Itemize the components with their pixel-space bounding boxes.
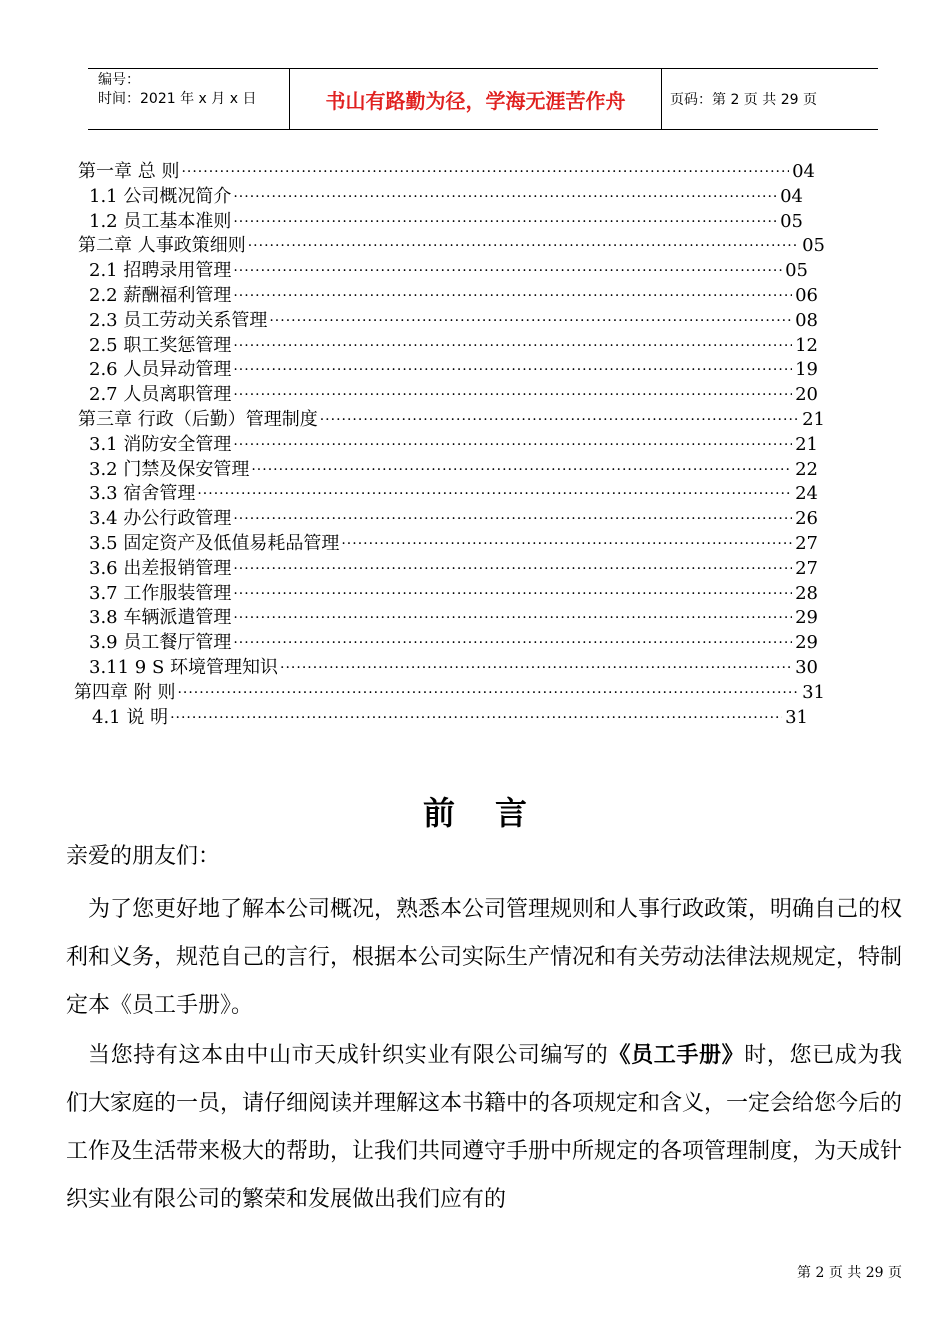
toc-entry [89, 433, 818, 457]
toc-entry-page: 20 [795, 384, 818, 406]
toc-entry [89, 656, 818, 680]
toc-leader-dots [231, 507, 792, 531]
toc-entry [89, 606, 818, 630]
toc-leader-dots [231, 334, 792, 358]
toc-entry-title: 第三章 行政（后勤）管理制度 [78, 409, 318, 430]
toc-entry-title: 第一章 总 则 [78, 161, 180, 182]
toc-leader-dots [179, 160, 789, 184]
toc-entry [89, 631, 818, 655]
toc-entry-page: 05 [780, 210, 803, 232]
toc-leader-dots [231, 185, 777, 209]
toc-leader-dots [231, 606, 792, 630]
toc-entry-title: 3.6 出差报销管理 [89, 557, 232, 579]
toc-leader-dots [231, 631, 792, 655]
toc-entry [89, 507, 818, 531]
toc-entry-title: 2.3 员工劳动关系管理 [89, 309, 268, 331]
toc-entry-page: 29 [795, 607, 818, 629]
toc-entry-title: 2.7 人员离职管理 [89, 384, 232, 406]
toc-leader-dots [231, 582, 792, 606]
preface-paragraph-1: 为了您更好地了解本公司概况，熟悉本公司管理规则和人事行政政策，明确自己的权利和义务，规范自己的言行，根据本公司实际生产情况和有关劳动法律法规规定，特制定本《员工手册》。 [66, 897, 903, 1018]
toc-entry-page: 19 [795, 359, 818, 381]
header-time-label: 时间：2021 年 x 月 x 日 [98, 91, 257, 107]
toc-entry [89, 259, 808, 283]
toc-entry-title: 3.5 固定资产及低值易耗品管理 [89, 533, 340, 554]
toc-entry-title: 第二章 人事政策细则 [78, 235, 246, 257]
toc-leader-dots [231, 210, 777, 234]
toc-leader-dots [231, 557, 792, 581]
toc-entry-page: 26 [795, 508, 818, 530]
toc-entry-page: 30 [795, 657, 818, 678]
toc-entry-page: 29 [795, 632, 818, 654]
toc-entry-page: 27 [795, 557, 818, 579]
toc-entry [78, 408, 825, 432]
toc-leader-dots [231, 284, 792, 308]
para2-handbook-title: 《员工手册》 [608, 1042, 745, 1068]
header-slogan: 书山有路勤为径，学海无涯苦作舟 [290, 69, 662, 129]
toc-entry [89, 458, 818, 482]
toc-entry [89, 358, 818, 382]
toc-entry-title: 2.2 薪酬福利管理 [89, 285, 232, 306]
toc-entry-title: 3.3 宿舍管理 [89, 483, 196, 505]
toc-leader-dots [318, 408, 799, 432]
toc-entry-page: 21 [795, 433, 818, 455]
toc-entry [89, 482, 818, 506]
toc-entry-title: 2.6 人员异动管理 [89, 359, 232, 381]
toc-leader-dots [249, 458, 792, 482]
toc-entry-page: 05 [802, 235, 825, 257]
toc-leader-dots [168, 706, 782, 730]
toc-entry-title: 3.2 门禁及保安管理 [89, 458, 250, 480]
toc-entry-title: 3.8 车辆派遣管理 [89, 607, 232, 629]
toc-entry-title: 3.4 办公行政管理 [89, 508, 232, 530]
toc-entry-title: 2.5 职工奖惩管理 [89, 334, 232, 356]
toc-entry-page: 05 [785, 260, 808, 282]
toc-entry-page: 27 [795, 533, 818, 554]
toc-leader-dots [267, 309, 792, 333]
toc-leader-dots [231, 259, 782, 283]
toc-entry-page: 12 [795, 334, 818, 356]
page-footer: 第 2 页 共 29 页 [797, 1265, 902, 1281]
toc-entry [89, 309, 818, 333]
toc-entry [89, 383, 818, 407]
toc-entry [89, 582, 818, 606]
preface-paragraph-2 [66, 1031, 902, 1224]
toc-entry-page: 04 [792, 161, 815, 182]
toc-entry [89, 284, 818, 308]
toc-leader-dots [231, 433, 792, 457]
toc-entry-title: 2.1 招聘录用管理 [89, 260, 232, 282]
toc-entry [78, 234, 825, 258]
toc-leader-dots [175, 681, 799, 705]
toc-entry-title: 3.11 9 S 环境管理知识 [89, 657, 279, 678]
para2-text-after: 时，您已成为我们大家庭的一员，请仔细阅读并理解这本书籍中的各项规定和含义，一定会给您今后的工作及生活带来极大的帮助，让我们共同遵守手册中所规定的各项管理制度，为天成针织实业有限公司的繁荣和发展做出我们应有的 [66, 1043, 903, 1212]
toc-entry-title: 3.7 工作服装管理 [89, 582, 232, 604]
header-number-label: 编号： [98, 72, 140, 88]
toc-entry-page: 31 [785, 706, 808, 728]
preface-greeting: 亲爱的朋友们： [66, 844, 221, 869]
page-header [88, 68, 878, 130]
toc-entry-page: 06 [795, 285, 818, 306]
toc-entry-title: 1.1 公司概况简介 [89, 185, 232, 207]
toc-entry-page: 08 [795, 309, 818, 331]
toc-entry-title: 3.9 员工餐厅管理 [89, 632, 232, 654]
toc-entry [92, 706, 808, 730]
toc-entry-title: 1.2 员工基本准则 [89, 210, 232, 232]
toc-entry [74, 681, 825, 705]
toc-entry-title: 第四章 附 则 [74, 681, 176, 703]
toc-entry-page: 28 [795, 582, 818, 604]
toc-entry [89, 557, 818, 581]
toc-entry-page: 31 [802, 681, 825, 703]
toc-leader-dots [231, 358, 792, 382]
toc-entry-page: 24 [795, 483, 818, 505]
toc-entry [89, 532, 818, 556]
toc-entry-title: 4.1 说 明 [92, 706, 169, 728]
header-page-info: 页码：第 2 页 共 29 页 [670, 92, 817, 108]
toc-entry-page: 04 [780, 185, 803, 207]
toc-leader-dots [246, 234, 799, 258]
toc-entry-page: 22 [795, 458, 818, 480]
toc-entry [89, 334, 818, 358]
preface-title: 前言 [422, 794, 567, 832]
toc-entry-title: 3.1 消防安全管理 [89, 433, 232, 455]
toc-entry [89, 185, 803, 209]
toc-leader-dots [339, 532, 792, 556]
toc-entry-page: 21 [802, 409, 825, 430]
toc-leader-dots [195, 482, 792, 506]
toc-leader-dots [231, 383, 792, 407]
para2-text-before: 当您持有这本由中山市天成针织实业有限公司编写的 [88, 1043, 609, 1068]
header-meta [88, 69, 290, 129]
toc-leader-dots [278, 656, 792, 680]
toc-entry [78, 160, 815, 184]
toc-entry [89, 210, 803, 234]
